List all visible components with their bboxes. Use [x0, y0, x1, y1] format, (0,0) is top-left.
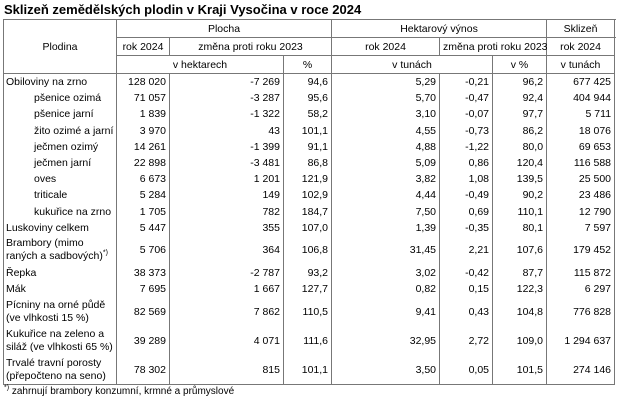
value-cell: 116 588 [547, 155, 615, 171]
subheader: rok 2024 [332, 38, 440, 56]
value-cell: 2,21 [440, 236, 493, 265]
crop-name-text: Pícniny na orné půdě (ve vlhkosti 15 %) [6, 298, 106, 324]
value-cell: 1,39 [332, 220, 440, 236]
crop-name-text: ječmen jarní [34, 157, 92, 170]
value-cell: 274 146 [547, 355, 615, 385]
table-row [4, 236, 615, 265]
value-cell: 776 828 [547, 297, 615, 326]
value-cell: 101,5 [493, 355, 547, 385]
value-cell: 7 862 [170, 297, 284, 326]
crop-name-text: Obiloviny na zrno [6, 76, 88, 89]
crop-name-text: ječmen ozimý [34, 140, 99, 153]
crop-name [4, 204, 117, 220]
value-cell: 1 201 [170, 171, 284, 187]
value-cell: 179 452 [547, 236, 615, 265]
crop-name-text: žito ozimé a jarní [34, 124, 114, 137]
footnote-mark: *) [4, 384, 10, 392]
value-cell: 149 [170, 187, 284, 203]
value-cell: 86,2 [493, 123, 547, 139]
value-cell: 0,05 [440, 355, 493, 385]
value-cell: -0,07 [440, 106, 493, 122]
value-cell: 80,1 [493, 220, 547, 236]
table-row [4, 74, 615, 91]
value-cell: -0,73 [440, 123, 493, 139]
crop-name-text: Brambory (mimo raných a sadbových) [6, 237, 103, 263]
value-cell: 22 898 [117, 155, 170, 171]
table-row [4, 106, 615, 122]
header-vynos: Hektarový výnos [332, 20, 547, 38]
footnote [4, 386, 234, 397]
value-cell: 1,08 [440, 171, 493, 187]
crop-name [4, 355, 117, 385]
value-cell: 120,4 [493, 155, 547, 171]
value-cell: 23 486 [547, 187, 615, 203]
value-cell: 104,8 [493, 297, 547, 326]
crop-name-text: triticale [34, 189, 68, 202]
table-row [4, 155, 615, 171]
value-cell: 5 711 [547, 106, 615, 122]
subheader: rok 2024 [547, 38, 615, 56]
value-cell: 0,69 [440, 204, 493, 220]
value-cell: 96,2 [493, 74, 547, 91]
value-cell: 1 294 637 [547, 326, 615, 355]
value-cell: 4,88 [332, 139, 440, 155]
table-row [4, 355, 615, 385]
value-cell: 355 [170, 220, 284, 236]
crop-name-text: Mák [6, 283, 26, 296]
crop-name [4, 74, 117, 91]
table-row [4, 204, 615, 220]
value-cell: 92,4 [493, 90, 547, 106]
value-cell: 5,70 [332, 90, 440, 106]
value-cell: -3 481 [170, 155, 284, 171]
value-cell: 1 667 [170, 281, 284, 297]
value-cell: 5 284 [117, 187, 170, 203]
value-cell: 14 261 [117, 139, 170, 155]
value-cell: 90,2 [493, 187, 547, 203]
crop-name-text: Luskoviny celkem [6, 221, 89, 234]
table-row [4, 171, 615, 187]
value-cell: 3 970 [117, 123, 170, 139]
crop-name-text: Řepka [6, 266, 37, 279]
value-cell: 4 071 [170, 326, 284, 355]
subheader: změna proti roku 2023 [440, 38, 547, 56]
value-cell: -0,47 [440, 90, 493, 106]
value-cell: 5,09 [332, 155, 440, 171]
page-title: Sklizeň zemědělských plodin v Kraji Vysočina v roce 2024 [4, 2, 362, 17]
unit-header: v % [493, 56, 547, 74]
subheader: změna proti roku 2023 [170, 38, 332, 56]
value-cell: -0,49 [440, 187, 493, 203]
crop-name [4, 171, 117, 187]
value-cell: 110,1 [493, 204, 547, 220]
value-cell: 139,5 [493, 171, 547, 187]
value-cell: 0,86 [440, 155, 493, 171]
value-cell: 5,29 [332, 74, 440, 91]
value-cell: 6 673 [117, 171, 170, 187]
value-cell: 1 839 [117, 106, 170, 122]
value-cell: 82 569 [117, 297, 170, 326]
value-cell: 9,41 [332, 297, 440, 326]
value-cell: 12 790 [547, 204, 615, 220]
value-cell: -7 269 [170, 74, 284, 91]
header-sklizen: Sklizeň [547, 20, 615, 38]
footnote-text: zahrnují brambory konzumní, krmné a průmyslové [9, 386, 235, 397]
table-row [4, 265, 615, 281]
subheader: rok 2024 [117, 38, 170, 56]
crop-name-text: pšenice ozimá [34, 92, 102, 105]
value-cell: -2 787 [170, 265, 284, 281]
value-cell: 4,44 [332, 187, 440, 203]
value-cell: 102,9 [284, 187, 332, 203]
crop-name-text: pšenice jarní [34, 108, 94, 121]
value-cell: -0,35 [440, 220, 493, 236]
table-row [4, 187, 615, 203]
crop-name [4, 123, 117, 139]
value-cell: 115 872 [547, 265, 615, 281]
value-cell: 18 076 [547, 123, 615, 139]
value-cell: 121,9 [284, 171, 332, 187]
value-cell: 5 706 [117, 236, 170, 265]
crop-name [4, 236, 117, 265]
value-cell: 404 944 [547, 90, 615, 106]
value-cell: 93,2 [284, 265, 332, 281]
table-row [4, 90, 615, 106]
value-cell: 0,43 [440, 297, 493, 326]
crop-name-text: Kukuřice na zeleno a siláž (ve vlhkosti 65 %) [6, 327, 113, 353]
value-cell: -1 399 [170, 139, 284, 155]
table-row [4, 220, 615, 236]
value-cell: 101,1 [284, 123, 332, 139]
crop-name [4, 139, 117, 155]
table-row [4, 326, 615, 355]
crop-name [4, 281, 117, 297]
crop-name [4, 297, 117, 326]
value-cell: 43 [170, 123, 284, 139]
footnote-ref: *) [102, 249, 108, 257]
value-cell: 6 297 [547, 281, 615, 297]
value-cell: 80,0 [493, 139, 547, 155]
harvest-table [3, 19, 615, 385]
value-cell: 7,50 [332, 204, 440, 220]
table-row [4, 297, 615, 326]
value-cell: 0,82 [332, 281, 440, 297]
value-cell: 94,6 [284, 74, 332, 91]
unit-header: % [284, 56, 332, 74]
value-cell: 86,8 [284, 155, 332, 171]
value-cell: 127,7 [284, 281, 332, 297]
value-cell: 677 425 [547, 74, 615, 91]
table-row [4, 281, 615, 297]
crop-name-text: Trvalé travní porosty (přepočteno na seno) [6, 356, 106, 382]
value-cell: -1 322 [170, 106, 284, 122]
unit-header: v tunách [332, 56, 493, 74]
unit-header: v hektarech [117, 56, 284, 74]
value-cell: 5 447 [117, 220, 170, 236]
value-cell: 128 020 [117, 74, 170, 91]
value-cell: 32,95 [332, 326, 440, 355]
value-cell: 184,7 [284, 204, 332, 220]
value-cell: 815 [170, 355, 284, 385]
crop-name [4, 265, 117, 281]
crop-name-text: oves [34, 173, 57, 186]
value-cell: 109,0 [493, 326, 547, 355]
value-cell: 3,02 [332, 265, 440, 281]
header-plocha: Plocha [117, 20, 332, 38]
value-cell: 78 302 [117, 355, 170, 385]
value-cell: 69 653 [547, 139, 615, 155]
value-cell: 3,50 [332, 355, 440, 385]
value-cell: 782 [170, 204, 284, 220]
table-row [4, 139, 615, 155]
crop-name [4, 90, 117, 106]
value-cell: 122,3 [493, 281, 547, 297]
value-cell: -0,42 [440, 265, 493, 281]
value-cell: 97,7 [493, 106, 547, 122]
value-cell: 101,1 [284, 355, 332, 385]
value-cell: 3,82 [332, 171, 440, 187]
value-cell: 87,7 [493, 265, 547, 281]
value-cell: -0,21 [440, 74, 493, 91]
crop-name [4, 155, 117, 171]
value-cell: 25 500 [547, 171, 615, 187]
value-cell: 0,15 [440, 281, 493, 297]
value-cell: 39 289 [117, 326, 170, 355]
value-cell: 7 597 [547, 220, 615, 236]
value-cell: 58,2 [284, 106, 332, 122]
crop-name [4, 187, 117, 203]
value-cell: -3 287 [170, 90, 284, 106]
value-cell: 111,6 [284, 326, 332, 355]
crop-name [4, 326, 117, 355]
value-cell: 4,55 [332, 123, 440, 139]
value-cell: 107,0 [284, 220, 332, 236]
value-cell: 110,5 [284, 297, 332, 326]
crop-name-text: kukuřice na zrno [34, 205, 112, 218]
value-cell: 95,6 [284, 90, 332, 106]
crop-name [4, 220, 117, 236]
crop-name [4, 106, 117, 122]
value-cell: 364 [170, 236, 284, 265]
value-cell: 71 057 [117, 90, 170, 106]
table-row [4, 123, 615, 139]
value-cell: 107,6 [493, 236, 547, 265]
value-cell: 38 373 [117, 265, 170, 281]
value-cell: 91,1 [284, 139, 332, 155]
value-cell: 7 695 [117, 281, 170, 297]
value-cell: -1,22 [440, 139, 493, 155]
value-cell: 3,10 [332, 106, 440, 122]
value-cell: 2,72 [440, 326, 493, 355]
unit-header: v tunách [547, 56, 615, 74]
value-cell: 31,45 [332, 236, 440, 265]
header-plodina: Plodina [4, 20, 117, 74]
value-cell: 106,8 [284, 236, 332, 265]
value-cell: 1 705 [117, 204, 170, 220]
